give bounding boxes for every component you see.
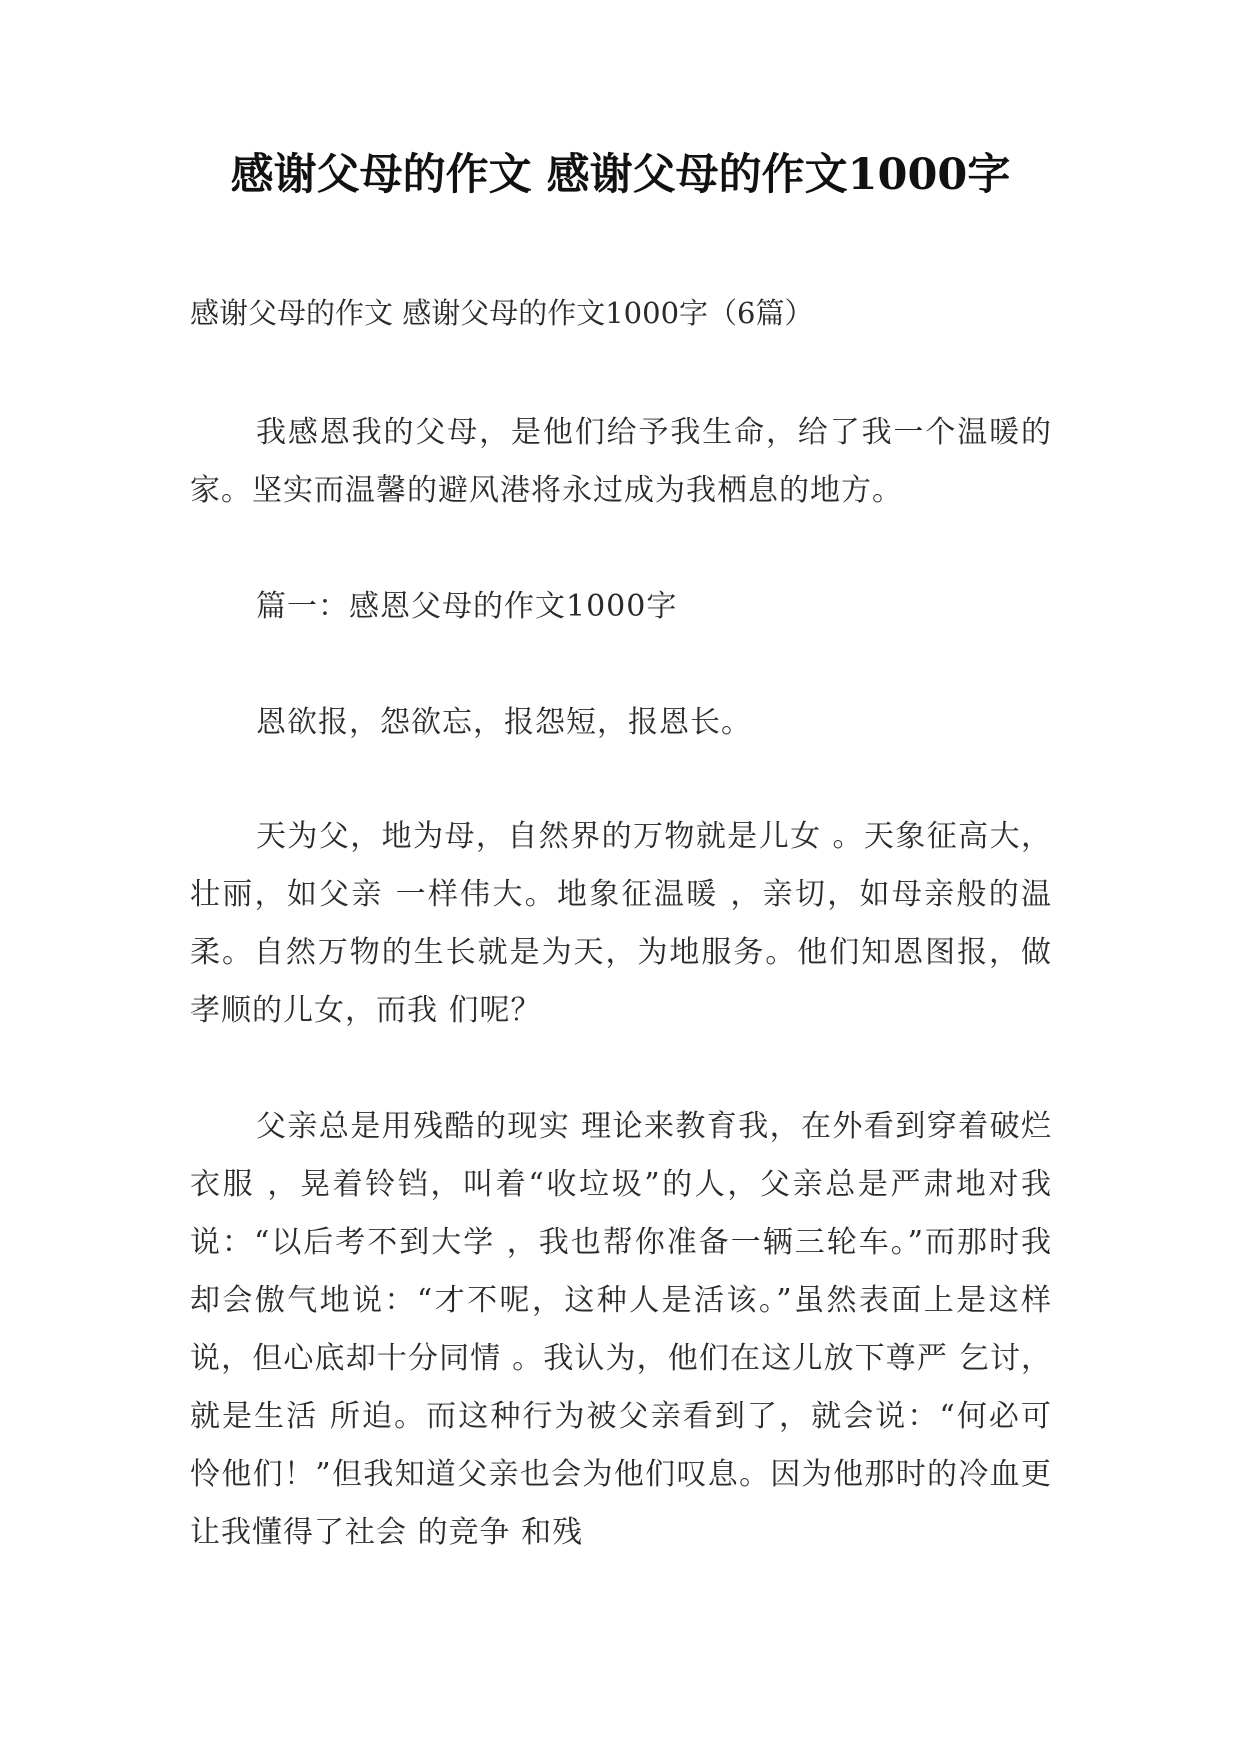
paragraph-nature: 天为父，地为母，自然界的万物就是儿女 。天象征高大，壮丽，如父亲 一样伟大。地象征温暖 ，亲切，如母亲般的温柔。自然万物的生长就是为天，为地服务。他们知恩图报，做孝顺的儿女，而我 们呢？ xyxy=(190,819,1052,1028)
paragraph-proverb: 恩欲报，怨欲忘，报怨短，报恩长。 xyxy=(256,705,752,740)
paragraph-father: 父亲总是用残酷的现实 理论来教育我，在外看到穿着破烂衣服 ，晃着铃铛，叫着“收垃圾”的人，父亲总是严肃地对我说：“以后考不到大学 ，我也帮你准备一辆三轮车。”而那时我却会傲气地说：“才不呢，这种人是活该。”虽然表面上是这样说，但心底却十分同情 。我认为，他们在这儿放下尊严 乞讨，就是生活 所迫。而这种行为被父亲看到了，就会说：“何必可怜他们！”但我知道父亲也会为他们叹息。因为他那时的冷血更让我懂得了社会 的竞争 和残 xyxy=(190,1109,1052,1550)
paragraph-intro: 我感恩我的父母，是他们给予我生命，给了我一个温暖的家。坚实而温馨的避风港将永过成为我栖息的地方。 xyxy=(190,415,1052,508)
section-heading: 篇一：感恩父母的作文1000字 xyxy=(256,589,678,624)
document-title: 感谢父母的作文 感谢父母的作文1000字 xyxy=(230,150,1011,200)
document-subtitle: 感谢父母的作文 感谢父母的作文1000字（6篇） xyxy=(190,296,814,330)
